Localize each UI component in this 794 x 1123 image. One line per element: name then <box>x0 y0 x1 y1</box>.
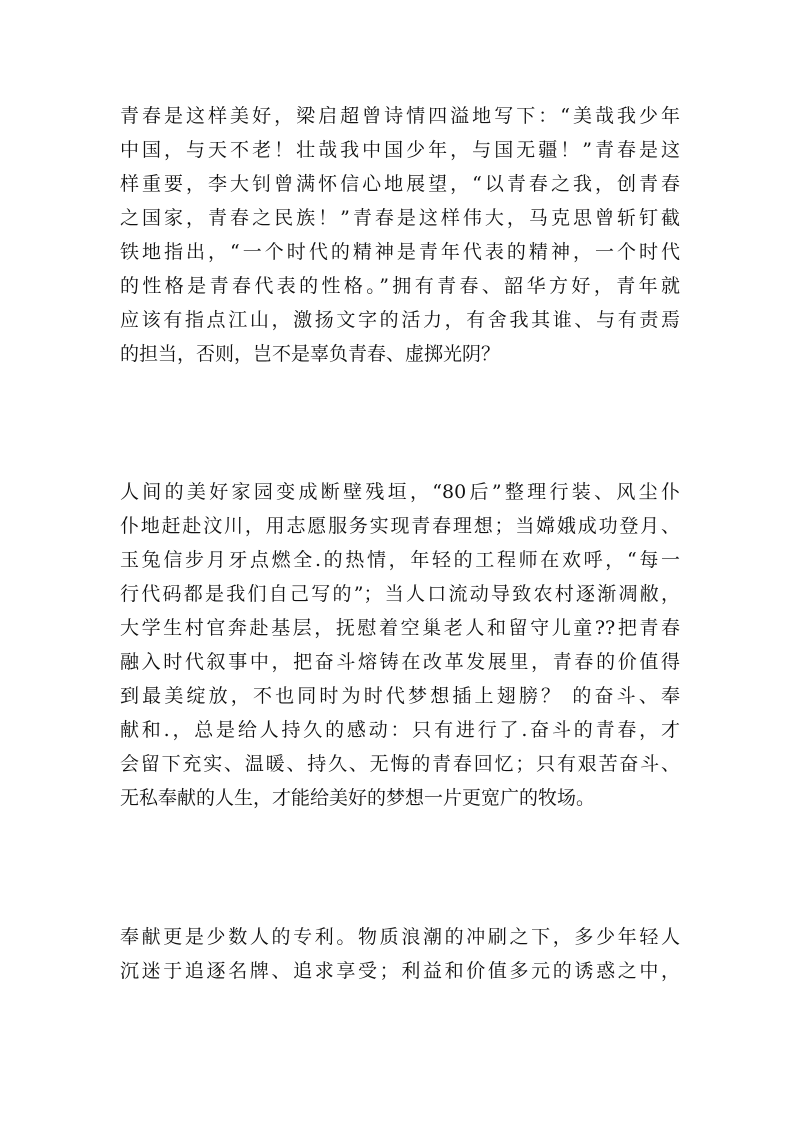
paragraph-line: 大学生村官奔赴基层，抚慰着空巢老人和留守儿童??把青春 <box>120 617 680 639</box>
paragraph-line: 样重要，李大钊曾满怀信心地展望，“以青春之我，创青春 <box>120 173 680 195</box>
paragraph-line: 中国，与天不老！壮哉我中国少年，与国无疆！”青春是这 <box>120 139 680 161</box>
paragraph-line: 仆地赶赴汶川，用志愿服务实现青春理想；当嫦娥成功登月、 <box>120 515 680 537</box>
paragraph-line: 的担当，否则，岂不是辜负青春、虚掷光阴？ <box>120 343 501 365</box>
paragraph-line: 之国家，青春之民族！”青春是这样伟大，马克思曾斩钉截 <box>120 207 680 229</box>
paragraph-2 <box>120 475 680 815</box>
paragraph-line: 行代码都是我们自己写的”；当人口流动导致农村逐渐凋敝， <box>120 583 680 605</box>
paragraph-line: 玉兔信步月牙点燃全.的热情，年轻的工程师在欢呼，“每一 <box>120 549 680 571</box>
paragraph-line: 人间的美好家园变成断壁残垣，“80后”整理行装、风尘仆 <box>120 481 680 503</box>
paragraph-line: 无私奉献的人生，才能给美好的梦想一片更宽广的牧场。 <box>120 787 596 809</box>
paragraph-line: 奉献更是少数人的专利。物质浪潮的冲刷之下，多少年轻人 <box>120 926 680 948</box>
paragraph-line: 会留下充实、温暖、持久、无悔的青春回忆；只有艰苦奋斗、 <box>120 753 680 775</box>
paragraph-line: 应该有指点江山，激扬文字的活力，有舍我其谁、与有责焉 <box>120 309 680 331</box>
paragraph-line: 融入时代叙事中，把奋斗熔铸在改革发展里，青春的价值得 <box>120 651 680 673</box>
paragraph-line: 青春是这样美好，梁启超曾诗情四溢地写下：“美哉我少年 <box>120 105 680 127</box>
paragraph-3 <box>120 920 680 988</box>
paragraph-line: 献和.，总是给人持久的感动：只有进行了.奋斗的青春，才 <box>120 719 680 741</box>
paragraph-1 <box>120 99 680 371</box>
paragraph-line: 的性格是青春代表的性格。”拥有青春、韶华方好，青年就 <box>120 275 680 297</box>
paragraph-line: 到最美绽放，不也同时为时代梦想插上翅膀？ 的奋斗、奉 <box>120 685 680 707</box>
paragraph-line: 铁地指出，“一个时代的精神是青年代表的精神，一个时代 <box>120 241 680 263</box>
paragraph-line: 沉迷于追逐名牌、追求享受；利益和价值多元的诱惑之中， <box>120 960 680 982</box>
